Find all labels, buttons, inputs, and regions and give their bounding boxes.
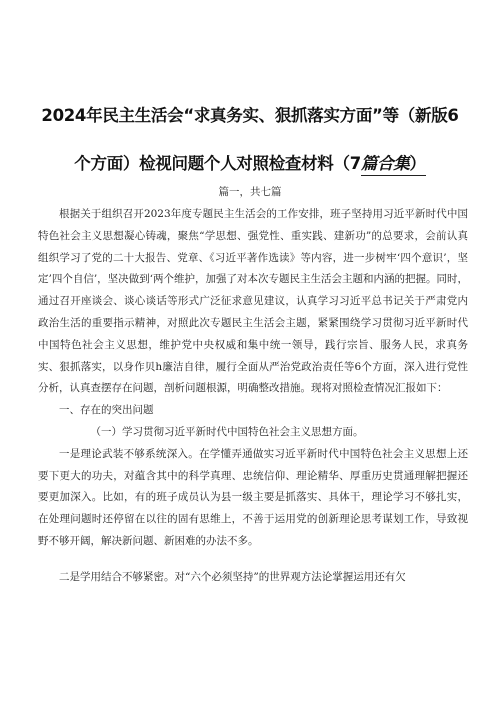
point-1-paragraph: 一是理论武装不够系统深入。在学懂弄通做实习近平新时代中国特色社会主义思想上还要下更大的功夫，对蕴含其中的科学真理、忠统信仰、理论精华、厚重历史贯通理解把握还要更加深入。比如，有的班子成员认为县一级主要是抓落实、具体干，理论学习不够扎实，在处理问题时还停留在以往的固有思维上，不善于运用党的创新理论思考谋划工作，导致视野不够开阔，解决新问题、新困难的办法不多。 [38,447,468,547]
document-title-line2 [0,150,500,174]
point-2-paragraph: 二是学用结合不够紧密。对“六个必须坚持”的世界观方法论掌握运用还有欠 [59,570,406,583]
document-body [38,204,468,589]
title-line2-end: ） [409,154,426,173]
title-line2-main: 个方面）检视问题个人对照检查材料（7 [74,154,361,173]
document-subtitle: 篇一，共七篇 [218,186,282,198]
title-line2-underlined [361,154,426,176]
document-title-line1: 2024年民主生活会“求真务实、狠抓落实方面”等（新版6 [41,106,459,125]
section-heading-1: 一、存在的突出问题 [59,404,154,417]
section-heading-2: （一）学习贯彻习近平新时代中国特色社会主义思想方面。 [90,425,364,438]
title-line2-emphasis: 篇合集 [360,154,410,173]
intro-paragraph: 根据关于组织召开2023年度专题民主生活会的工作安排，班子坚持用习近平新时代中国特色社会主义思想凝心铸魂，聚焦“学思想、强党性、重实践、建新功”的总要求，会前认真组织学习了党的二十大报告、党章、《习近平著作选读》等内容，进一步树牢‘四个意识’，坚定’四个自信’，坚决做到‘两个维护，加强了对本次专题民主生活会主题和内涵的把握。同时，通过召开座谈会、谈心谈话等形式广泛征求意见建议，认真学习习近平总书记关于严肃党内政治生活的重要指示精神，对照此次专题民主生活会主题，紧紧围绕学习贯彻习近平新时代中国特色社会主义思想，维护党中央权威和集中统一领导，践行宗旨、服务人民，求真务实、狠抓落实，以身作贝h廉洁自律，履行全面从严治党政治责任等6个方面，深入进行党性分析，认真查摆存在问题，剖析问题根源，明确整改措施。现将对照检查情况汇报如下： [38,208,469,395]
